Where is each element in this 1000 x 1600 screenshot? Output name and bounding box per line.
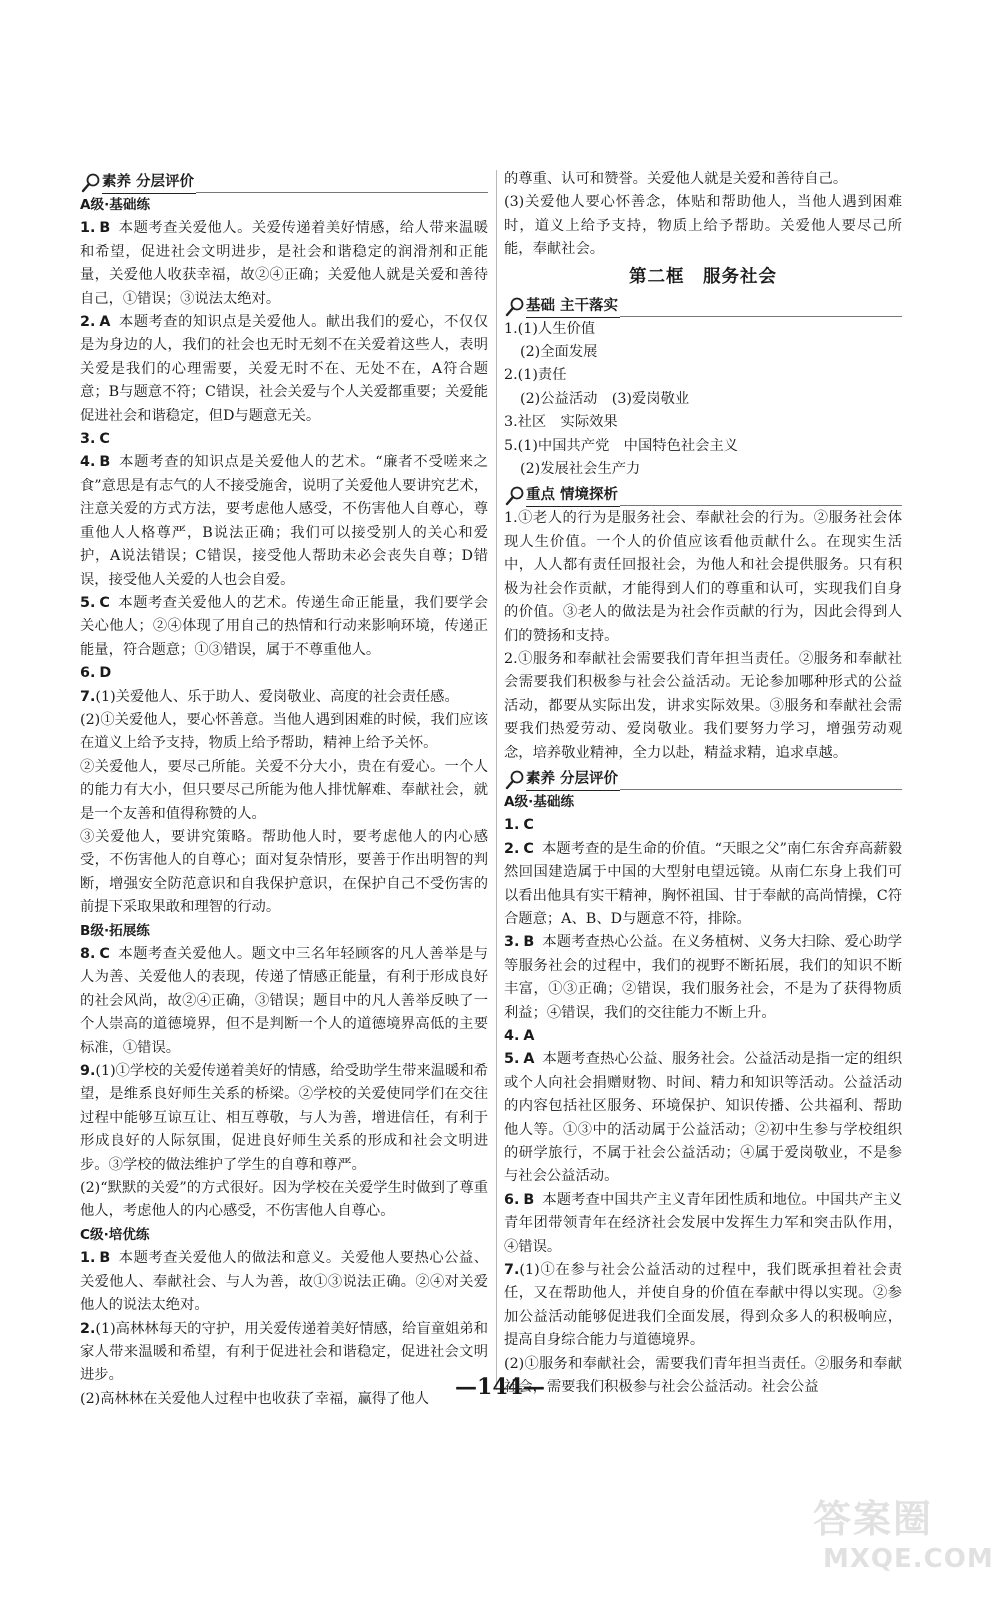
- question-number: 6.: [80, 665, 96, 682]
- answer-item: [504, 814, 902, 837]
- question-number: 4.: [80, 454, 96, 471]
- answer-paragraph: 1.(1)人生价值: [504, 320, 596, 337]
- question-number: 7.: [80, 688, 96, 705]
- question-number: 2.: [80, 314, 96, 331]
- answer-paragraph: 5.(1)中国共产党 中国特色社会主义: [504, 437, 739, 454]
- answer-choice: C: [99, 946, 110, 962]
- question-number: 2.: [504, 840, 520, 857]
- answer-item: [80, 1060, 488, 1177]
- question-number: 3.: [80, 431, 96, 448]
- answer-explanation: 本题考查关爱他人。关爱传递着美好情感，给人带来温暖和希望，促进社会文明进步，是社会和谐稳定的润滑剂和正能量，关爱他人收获幸福，故②④正确；关爱他人就是关爱和善待自己，①错误；③说法太绝对。: [80, 220, 488, 307]
- answer-choice: B: [99, 220, 111, 237]
- watermark: [805, 1482, 994, 1592]
- answer-choice: A: [99, 314, 111, 331]
- answer-explanation: (1)①在参与社会公益活动的过程中，我们既承担着社会责任，又在帮助他人，并使自身的价值在奉献中得以实现。②参加公益活动能够促进我们全面发展，得到众多人的积极响应，提高自身综合能力与道德境界。: [504, 1262, 902, 1349]
- answer-explanation: 本题考查的知识点是关爱他人。献出我们的爱心，不仅仅是为身边的人，我们的社会也无时无刻不在关爱着这些人，表明关爱是我们的心理需要，关爱无时不在、无处不在，A符合题意；B与题意不符；C错误，社会关爱与个人关爱都重要；关爱能促进社会和谐稳定，但D与题意无关。: [80, 314, 488, 424]
- section-rule: [620, 505, 902, 506]
- answer-paragraph: (2)①服务和奉献社会，需要我们青年担当责任。②服务和奉献社会，需要我们积极参与社会公益活动。社会公益: [504, 1355, 902, 1396]
- answer-paragraph: 1.①老人的行为是服务社会、奉献社会的行为。②服务社会体现人生价值。一个人的价值应该看他贡献什么。在现实生活中，人人都有责任回报社会，为他人和社会提供服务。只有积极为社会作贡献，才能得到人们的尊重和认可，实现我们自身的价值。③老人的做法是为社会作贡献的行为，因此会得到人们的赞扬和支持。: [504, 510, 902, 644]
- watermark-logo: 答案圈: [813, 1497, 934, 1541]
- answer-explanation: 本题考查的是生命的价值。“天眼之父”南仁东舍弃高薪毅然回国建造属于中国的大型射电望远镜。从南仁东身上我们可以看出他具有实干精神，胸怀祖国、甘于奉献的高尚情操，C符合题意；A、B、D与题意不符，排除。: [504, 840, 902, 927]
- column-divider: [496, 170, 497, 1390]
- answer-explanation: (1)高林林每天的守护，用关爱传递着美好情感，给盲童姐弟和家人带来温暖和希望，有利于促进社会和谐稳定，促进社会文明进步。: [80, 1320, 488, 1384]
- answer-paragraph: 2.(1)责任: [504, 367, 567, 384]
- question-number: 2.: [80, 1320, 96, 1337]
- answer-choice: B: [523, 934, 535, 951]
- watermark-url: MXQE.COM: [823, 1544, 994, 1574]
- section-header: [504, 481, 902, 507]
- answer-item: [80, 943, 488, 1060]
- answer-explanation: 本题考查中国共产主义青年团性质和地位。中国共产主义青年团带领青年在经济社会发展中发挥生力军和突击队作用，④错误。: [504, 1191, 902, 1255]
- magnifier-icon: [504, 769, 526, 791]
- answer-choice: C: [99, 431, 110, 448]
- answer-paragraph: (2)“默默的关爱”的方式很好。因为学校在关爱学生时做到了尊重他人，考虑他人的内心感受，不伤害他人自尊心。: [80, 1180, 488, 1220]
- question-number: 8.: [80, 946, 96, 962]
- answer-explanation: (1)关爱他人、乐于助人、爱岗敬业、高度的社会责任感。: [95, 688, 459, 705]
- page-number: —144—: [455, 1374, 545, 1400]
- section-header-label: 重点 情境探析: [526, 486, 620, 507]
- section-rule: [196, 192, 488, 193]
- section-rule: [620, 789, 902, 790]
- answer-paragraph: ②关爱他人，要尽己所能。关爱不分大小，贵在有爱心。一个人的能力有大小，但只要尽己所能为他人排忧解难、奉献社会，就是一个友善和值得称赞的人。: [80, 758, 488, 822]
- section-header-label: 素养 分层评价: [526, 770, 620, 791]
- level-heading: B级·拓展练: [80, 922, 150, 939]
- answer-choice: B: [523, 1191, 535, 1208]
- level-heading: A级·基础练: [504, 793, 575, 810]
- answer-item: [504, 838, 902, 932]
- answer-explanation: (1)①学校的关爱传递着美好的情感，给受助学生带来温暖和希望，是维系良好师生关系的桥梁。②学校的关爱使同学们在交往过程中能够互谅互让、相互尊敬，与人为善，增进信任，有利于形成良好的人际氛围，促进良好师生关系的形成和社会文明进步。③学校的做法维护了学生的自尊和尊严。: [80, 1063, 488, 1173]
- answer-explanation: 本题考查关爱他人的艺术。传递生命正能量，我们要学会关心他人；②④体现了用自己的热情和行动来影响环境，传递正能量，符合题意；①③错误，属于不尊重他人。: [80, 594, 488, 658]
- answer-paragraph: ③关爱他人，要讲究策略。帮助他人时，要考虑他人的内心感受，不伤害他人的自尊心；面对复杂情形，要善于作出明智的判断，增强安全防范意识和自我保护意识，在保护自己不受伤害的前提下采取果敢和理智的行动。: [80, 828, 488, 916]
- section-header-label: 基础 主干落实: [526, 297, 620, 318]
- answer-paragraph: (2)①关爱他人，要心怀善意。当他人遇到困难的时候，我们应该在道义上给予支持，物质上给予帮助，精神上给予关怀。: [80, 711, 488, 752]
- answer-explanation: 本题考查关爱他人的做法和意义。关爱他人要热心公益、关爱他人、奉献社会、与人为善，故①③说法正确。②④对关爱他人的说法太绝对。: [80, 1250, 488, 1314]
- answer-choice: C: [99, 594, 110, 611]
- answer-item: [504, 1025, 902, 1048]
- lesson-title: 第二框 服务社会: [629, 266, 777, 287]
- answer-choice: B: [99, 454, 111, 471]
- question-number: 1.: [504, 817, 520, 834]
- answer-item: [80, 428, 488, 451]
- answer-choice: C: [523, 817, 534, 834]
- answer-paragraph: (2)高林林在关爱他人过程中也收获了幸福，赢得了他人: [80, 1390, 430, 1407]
- answer-item: [80, 686, 488, 709]
- magnifier-icon: [504, 296, 526, 318]
- level-heading: A级·基础练: [80, 197, 151, 213]
- answer-item: [504, 1259, 902, 1353]
- answer-choice: D: [99, 665, 112, 682]
- answer-choice: B: [99, 1250, 111, 1267]
- magnifier-icon: [80, 172, 102, 194]
- answer-item: [80, 451, 488, 591]
- section-rule: [620, 316, 902, 317]
- answer-item: [80, 592, 488, 662]
- section-header-label: 素养 分层评价: [102, 173, 196, 194]
- section-header: [504, 292, 902, 318]
- answer-item: [80, 217, 488, 311]
- answer-item: [504, 931, 902, 1025]
- answer-paragraph: 3.社区 实际效果: [504, 414, 618, 431]
- answer-choice: A: [523, 1051, 535, 1068]
- answer-explanation: 本题考查热心公益、服务社会。公益活动是指一定的组织或个人向社会捐赠财物、时间、精力和知识等活动。公益活动的内容包括社区服务、环境保护、知识传播、公共福利、帮助他人等。①③中的活动属于公益活动；②初中生参与学校组织的研学旅行，不属于社会公益活动；④属于爱岗敬业，不是参与社会公益活动。: [504, 1051, 902, 1185]
- magnifier-icon: [504, 485, 526, 507]
- answer-item: [80, 1247, 488, 1317]
- answer-explanation: 本题考查的知识点是关爱他人的艺术。“廉者不受嗟来之食”意思是有志气的人不接受施舍，说明了关爱他人要讲究艺术，注意关爱的方式方法，要考虑他人感受，不伤害他人自尊心，尊重他人人格尊严，B说法正确；我们可以接受别人的关心和爱护，A说法错误；C错误，接受他人帮助未必会丧失自尊；D错误，接受他人关爱的人也会自爱。: [80, 454, 488, 588]
- question-number: 6.: [504, 1191, 520, 1208]
- answer-explanation: 本题考查关爱他人。题文中三名年轻顾客的凡人善举是与人为善、关爱他人的表现，传递了情感正能量，有利于形成良好的社会风尚，故②④正确，③错误；题目中的凡人善举反映了一个人崇高的道德境界，但不是判断一个人的道德境界高低的主要标准，①错误。: [80, 946, 488, 1056]
- question-number: 4.: [504, 1028, 520, 1044]
- left-column: [80, 168, 488, 1411]
- answer-paragraph: 2.①服务和奉献社会需要我们青年担当责任。②服务和奉献社会需要我们积极参与社会公益活动。无论参加哪种形式的公益活动，都要从实际出发，讲求实际效果。③服务和奉献社会需要我们热爱劳动、爱岗敬业。我们要努力学习，增强劳动观念，培养敬业精神，全力以赴，精益求精，追求卓越。: [504, 650, 902, 761]
- answer-paragraph: (2)公益活动 (3)爱岗敬业: [520, 390, 690, 407]
- answer-item: [504, 1189, 902, 1259]
- section-header: [504, 765, 902, 791]
- answer-choice: C: [523, 840, 534, 857]
- answer-paragraph: 的尊重、认可和赞誉。关爱他人就是关爱和善待自己。: [504, 171, 848, 187]
- answer-explanation: 本题考查热心公益。在义务植树、义务大扫除、爱心助学等服务社会的过程中，我们的视野不断拓展，我们的知识不断丰富，①③正确；②错误，我们服务社会，不是为了获得物质利益；④错误，我们的交往能力不断上升。: [504, 934, 902, 1021]
- answer-item: [504, 1048, 902, 1188]
- question-number: 5.: [504, 1051, 520, 1068]
- section-header: [80, 168, 488, 194]
- answer-paragraph: (3)关爱他人要心怀善念，体贴和帮助他人，当他人遇到困难时，道义上给予支持，物质上给予帮助。关爱他人要尽己所能，奉献社会。: [504, 194, 902, 258]
- question-number: 7.: [504, 1262, 520, 1279]
- question-number: 1.: [80, 220, 96, 237]
- answer-item: [80, 662, 488, 685]
- answer-item: [80, 311, 488, 428]
- level-heading: C级·培优练: [80, 1226, 150, 1243]
- question-number: 5.: [80, 594, 96, 611]
- answer-choice: A: [523, 1028, 535, 1044]
- answer-paragraph: (2)发展社会生产力: [520, 461, 641, 478]
- question-number: 9.: [80, 1063, 96, 1080]
- question-number: 3.: [504, 934, 520, 951]
- right-column: [504, 168, 902, 1400]
- question-number: 1.: [80, 1250, 96, 1267]
- answer-paragraph: (2)全面发展: [520, 344, 598, 361]
